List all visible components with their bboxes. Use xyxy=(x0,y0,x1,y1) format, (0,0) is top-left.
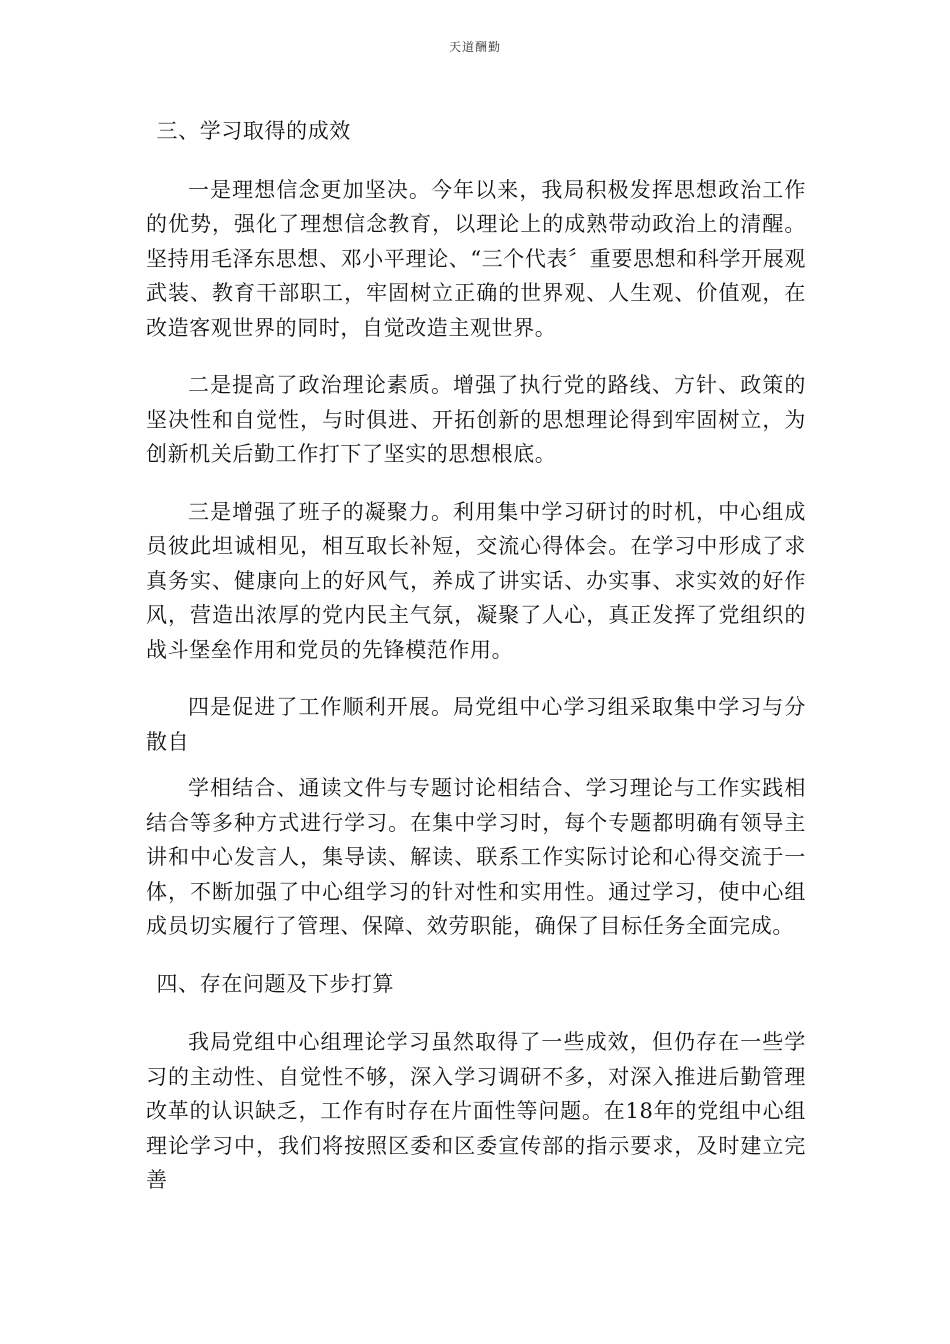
page-header: 天道酬勤 xyxy=(448,40,501,54)
paragraph-work-progress-start: 四是促进了工作顺利开展。局党组中心学习组采取集中学习与分散自 xyxy=(146,695,806,754)
section-4-title: 四、存在问题及下步打算 xyxy=(156,971,395,996)
paragraph-theory: 二是提高了政治理论素质。增强了执行党的路线、方针、政策的坚决性和自觉性，与时俱进、开拓创新的思想理论得到牢固树立，为创新机关后勤工作打下了坚实的思想根底。 xyxy=(146,373,806,466)
paragraph-problems: 我局党组中心组理论学习虽然取得了一些成效，但仍存在一些学习的主动性、自觉性不够，深入学习调研不多，对深入推进后勤管理改革的认识缺乏，工作有时存在片面性等问题。在18年的党组中心组理论学习中，我们将按照区委和区委宣传部的指示要求，及时建立完善 xyxy=(146,1030,806,1192)
paragraph-cohesion: 三是增强了班子的凝聚力。利用集中学习研讨的时机，中心组成员彼此坦诚相见，相互取长补短，交流心得体会。在学习中形成了求真务实、健康向上的好风气，养成了讲实话、办实事、求实效的好作风，营造出浓厚的党内民主气氛，凝聚了人心，真正发挥了党组织的战斗堡垒作用和党员的先锋模范作用。 xyxy=(146,499,806,662)
section-3-title: 三、学习取得的成效 xyxy=(156,119,351,143)
paragraph-ideals: 一是理想信念更加坚决。今年以来，我局积极发挥思想政治工作的优势，强化了理想信念教育，以理论上的成熟带动政治上的清醒。坚持用毛泽东思想、邓小平理论、“三个代表〞重要思想和科学开展观武装、教育干部职工，牢固树立正确的世界观、人生观、价值观，在改造客观世界的同时，自觉改造主观世界。 xyxy=(146,177,806,340)
document-body xyxy=(146,114,806,1221)
paragraph-work-progress-cont: 学相结合、通读文件与专题讨论相结合、学习理论与工作实践相结合等多种方式进行学习。在集中学习时，每个专题都明确有领导主讲和中心发言人，集导读、解读、联系工作实际讨论和心得交流于一体，不断加强了中心组学习的针对性和实用性。通过学习，使中心组成员切实履行了管理、保障、效劳职能，确保了目标任务全面完成。 xyxy=(146,776,806,938)
